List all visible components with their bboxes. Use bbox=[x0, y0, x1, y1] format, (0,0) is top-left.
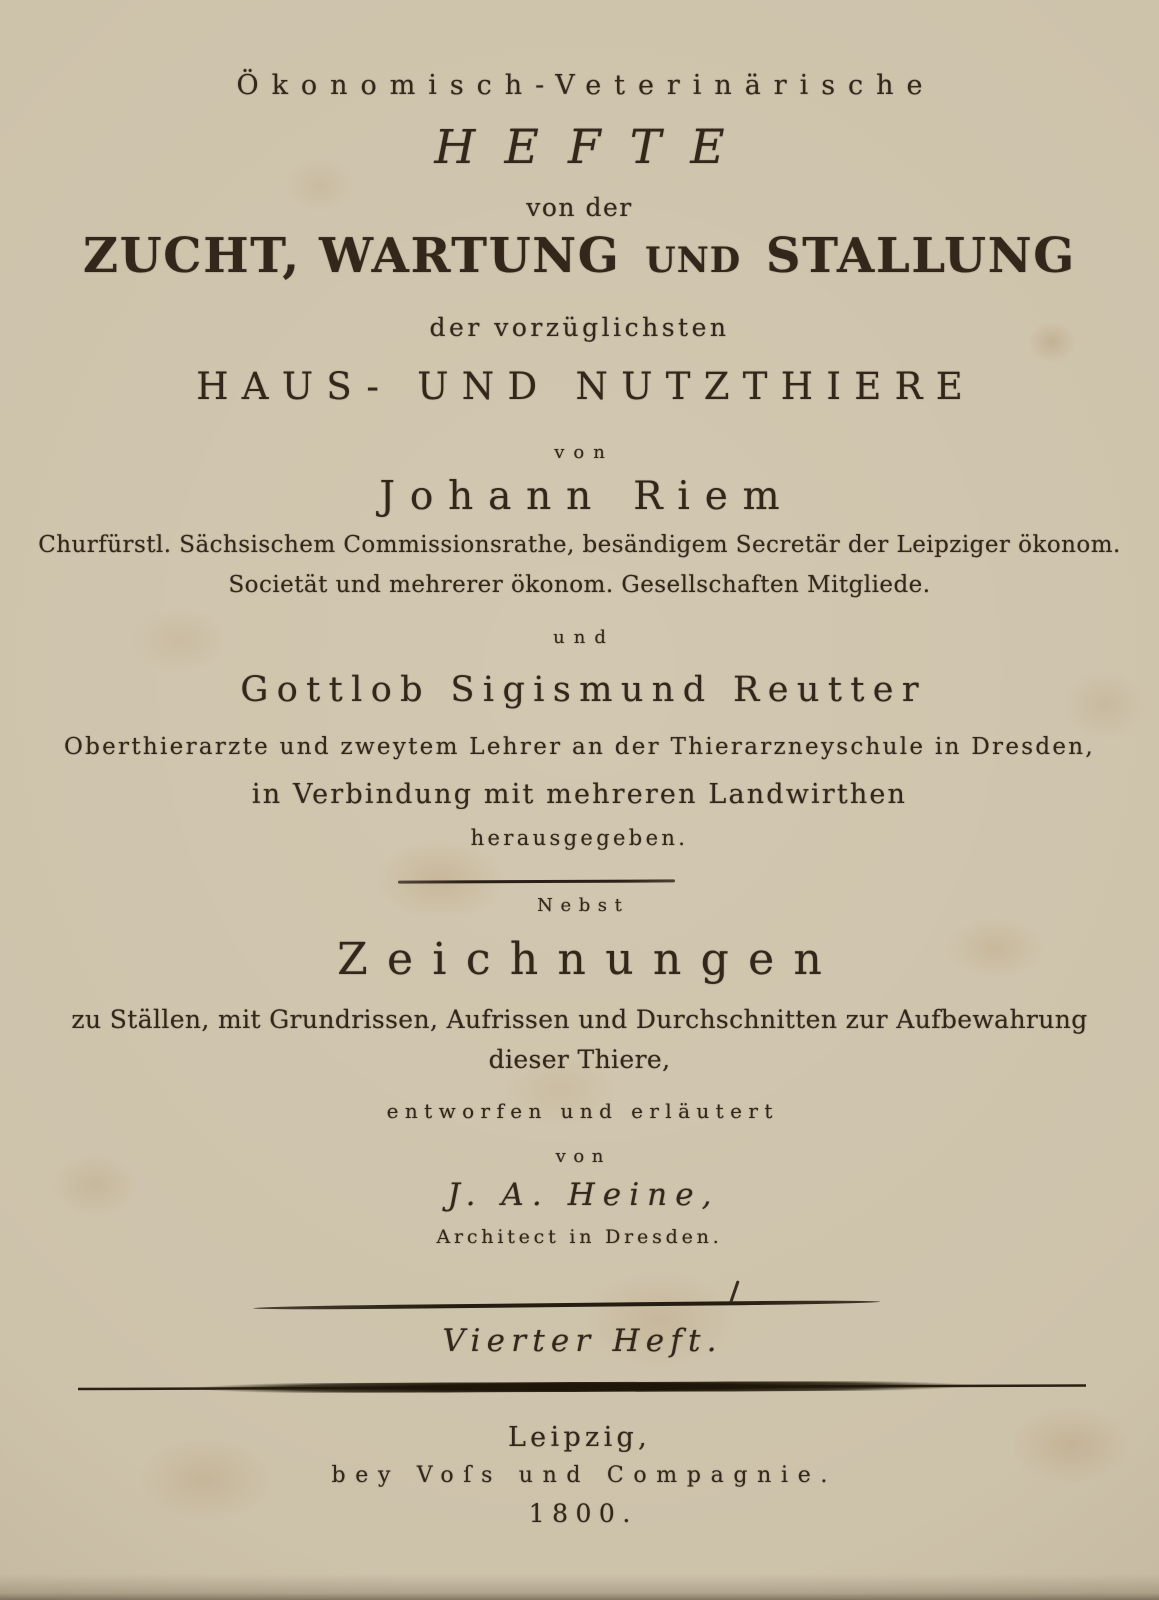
author1-name: Johann Riem bbox=[379, 474, 795, 519]
main-title bbox=[0, 228, 1159, 284]
main-title-part2: STALLUNG bbox=[765, 228, 1076, 284]
series-title: HEFTE bbox=[434, 120, 754, 175]
subtitle-animals: HAUS- UND NUTZTHIERE bbox=[196, 365, 977, 408]
divider-tick-mark bbox=[729, 1280, 739, 1303]
herausgegeben-label: herausgegeben. bbox=[470, 826, 689, 850]
byline1-label: von bbox=[554, 442, 614, 463]
divider-medium bbox=[253, 1300, 880, 1311]
author1-description-line2: Societät und mehrerer ökonom. Gesellschaften Mitgliede. bbox=[228, 572, 931, 598]
byline2-label: von bbox=[555, 1146, 611, 1167]
zeichnungen-description-line2: dieser Thiere, bbox=[488, 1045, 671, 1074]
entworfen-label: entworfen und erläutert bbox=[386, 1099, 779, 1123]
author1-description-line1: Churfürstl. Sächsischem Commissionsrathe, besändigem Secretär der Leipziger ökonom. bbox=[38, 532, 1121, 558]
architect-name: J. A. Heine, bbox=[447, 1177, 720, 1213]
imprint-publisher: bey Voſs und Compagnie. bbox=[331, 1463, 838, 1488]
author2-name: Gottlob Sigismund Reutter bbox=[240, 670, 928, 710]
zeichnungen-title: Zeichnungen bbox=[337, 934, 842, 985]
main-title-part1: ZUCHT, WARTUNG bbox=[83, 228, 621, 284]
divider-thick bbox=[78, 1380, 1086, 1394]
series-label: Ökonomisch-Veterinärische bbox=[236, 70, 936, 101]
author2-description: Oberthierarzte und zweytem Lehrer an der Thierarzneyschule in Dresden, bbox=[63, 734, 1096, 760]
authors-connector: und bbox=[553, 627, 615, 648]
subtitle-qualifier: der vorzüglichsten bbox=[429, 313, 730, 342]
divider-short bbox=[398, 879, 675, 883]
main-title-und: UND bbox=[645, 240, 742, 281]
architect-description: Architect in Dresden. bbox=[436, 1226, 723, 1248]
zeichnungen-description-line1: zu Ställen, mit Grundrissen, Aufrissen und Durchschnitten zur Aufbewahrung bbox=[71, 1005, 1088, 1034]
imprint-year: 1800. bbox=[528, 1499, 638, 1528]
volume-label: Vierter Heft. bbox=[442, 1323, 723, 1359]
collaboration-note: in Verbindung mit mehreren Landwirthen bbox=[251, 779, 908, 810]
imprint-city: Leipzig, bbox=[507, 1422, 652, 1453]
nebst-label: Nebst bbox=[537, 895, 630, 916]
von-der-label: von der bbox=[526, 193, 633, 222]
